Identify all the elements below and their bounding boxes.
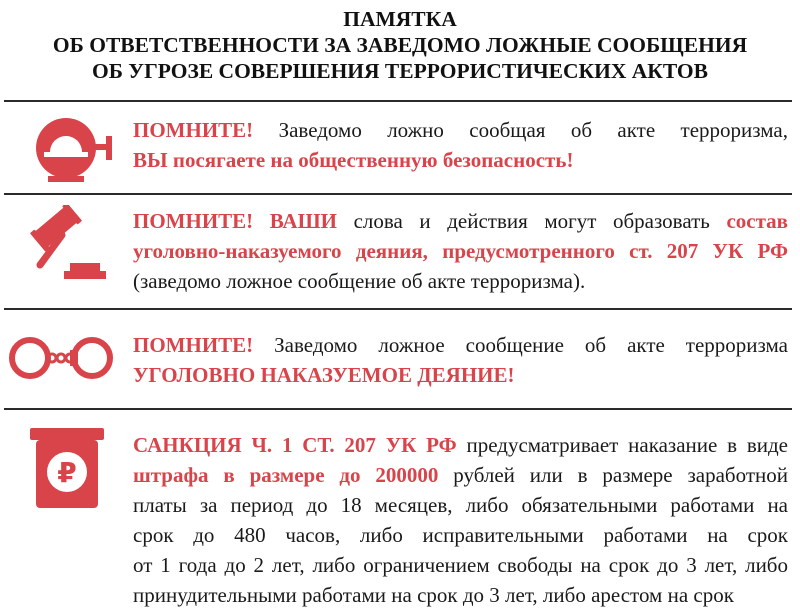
handcuffs-icon — [6, 328, 118, 388]
text-line — [133, 360, 788, 390]
body-text: рублей или в размере заработной — [453, 463, 788, 487]
alarm-bell-icon — [30, 114, 116, 186]
emphasis-text: ПОМНИТЕ! ВАШИ — [133, 209, 354, 233]
divider — [4, 100, 792, 102]
emphasis-text: УГОЛОВНО НАКАЗУЕМОЕ ДЕЯНИЕ! — [133, 363, 515, 387]
text-line — [133, 520, 788, 550]
header-subtitle-line-1: ОБ ОТВЕТСТВЕННОСТИ ЗА ЗАВЕДОМО ЛОЖНЫЕ СООБЩЕНИЯ — [52, 33, 748, 57]
ruble-payment-icon — [28, 426, 108, 512]
text-line — [133, 236, 788, 266]
judge-gavel-icon — [28, 205, 112, 285]
emphasis-text: ВЫ посягаете на общественную безопасность! — [133, 148, 574, 172]
section-4-text — [133, 430, 788, 610]
section-1-text — [133, 115, 788, 175]
text-line — [133, 490, 788, 520]
text-line — [133, 580, 788, 610]
body-text: предусматривает наказание в виде — [466, 433, 789, 457]
body-text: Заведомо ложно сообщая об акте терроризма, — [278, 118, 788, 142]
body-text: принудительными работами на срок до 3 лет, либо арестом на срок — [133, 583, 734, 607]
emphasis-text: штрафа в размере до 200000 — [133, 463, 454, 487]
section-2-text — [133, 206, 788, 296]
section-3-text — [133, 330, 788, 390]
emphasis-text: ПОМНИТЕ! — [133, 118, 279, 142]
text-line — [133, 115, 788, 145]
body-text: Заведомо ложное сообщение об акте терроризма — [274, 333, 788, 357]
divider — [4, 408, 792, 410]
emphasis-text: состав — [726, 209, 788, 233]
header-subtitle-line-2: ОБ УГРОЗЕ СОВЕРШЕНИЯ ТЕРРОРИСТИЧЕСКИХ АКТОВ — [91, 59, 708, 83]
text-line — [133, 330, 788, 360]
body-text: (заведомо ложное сообщение об акте терроризма). — [133, 269, 586, 293]
divider — [4, 308, 792, 310]
body-text: слова и действия могут образовать — [353, 209, 727, 233]
text-line — [133, 266, 788, 296]
body-text: срок до 480 часов, либо исправительными работами на срок — [133, 523, 788, 547]
header-title: ПАМЯТКА — [343, 7, 457, 31]
text-line — [133, 206, 788, 236]
emphasis-text: ПОМНИТЕ! — [133, 333, 275, 357]
body-text: платы за период до 18 месяцев, либо обязательными работами на — [133, 493, 788, 517]
emphasis-text: САНКЦИЯ Ч. 1 СТ. 207 УК РФ — [133, 433, 467, 457]
text-line — [133, 430, 788, 460]
emphasis-text: уголовно-наказуемого деяния, предусмотренного ст. 207 УК РФ — [133, 239, 788, 263]
text-line — [133, 460, 788, 490]
divider — [4, 193, 792, 195]
ruble-glyph: ₽ — [57, 456, 77, 489]
page-header — [0, 6, 800, 84]
text-line — [133, 550, 788, 580]
text-line — [133, 145, 788, 175]
body-text: от 1 года до 2 лет, либо ограничением свободы на срок до 3 лет, либо — [133, 553, 788, 577]
